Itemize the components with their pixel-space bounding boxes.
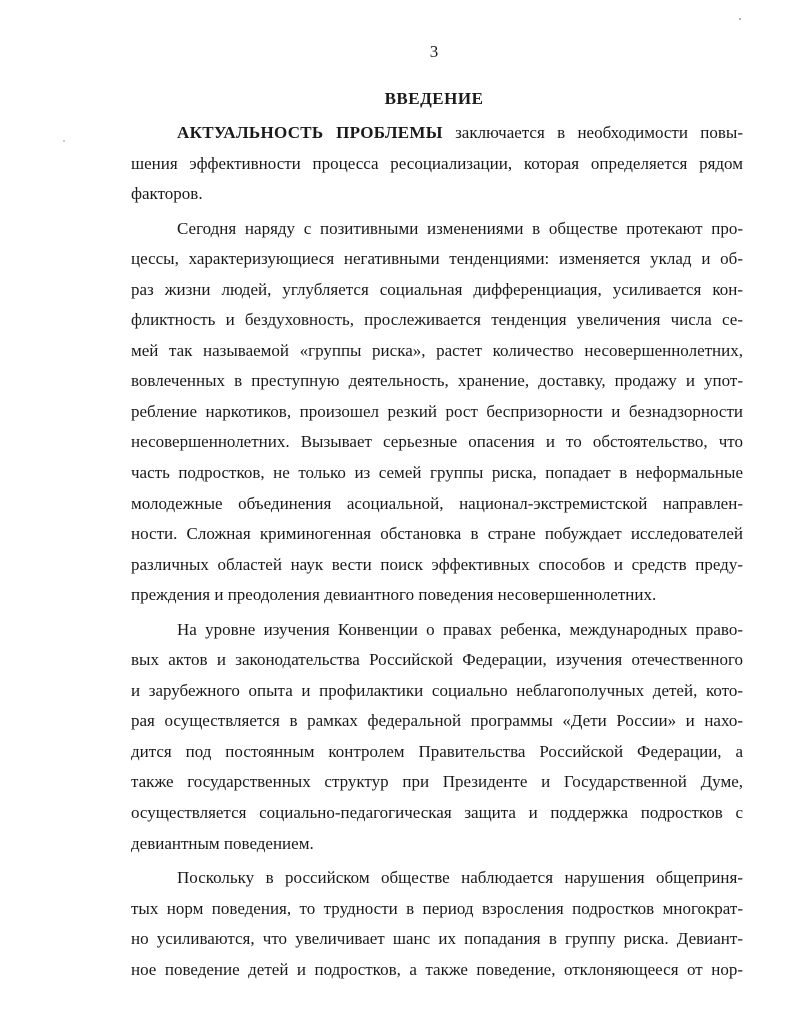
paragraph-line: также государственных структур при Президенте и Государственной Думе, xyxy=(131,772,743,792)
paragraph-line: Сегодня наряду с позитивными изменениями в обществе протекают про- xyxy=(177,218,743,238)
paragraph-line: ное поведение детей и подростков, а также поведение, отклоняющееся от нор- xyxy=(131,959,743,979)
paragraph-line: цессы, характеризующиеся негативными тенденциями: изменяется уклад и об- xyxy=(131,249,743,269)
page-number: 3 xyxy=(429,42,439,61)
paragraph-line: дится под постоянным контролем Правительства Российской Федерации, а xyxy=(131,741,743,761)
paragraph-line: молодежные объединения асоциальной, национал-экстремистской направлен- xyxy=(131,493,743,513)
paragraph-line: ности. Сложная криминогенная обстановка в стране побуждает исследователей xyxy=(131,524,743,544)
paragraph-line: раз жизни людей, углубляется социальная дифференциация, усиливается кон- xyxy=(131,279,743,299)
paragraph-line: АКТУАЛЬНОСТЬ ПРОБЛЕМЫ заключается в необходимости повы- xyxy=(177,123,743,142)
paragraph-line: но усиливаются, что увеличивает шанс их попадания в группу риска. Девиант- xyxy=(131,929,743,949)
page-heading: ВВЕДЕНИЕ xyxy=(384,89,484,108)
paragraph-line: На уровне изучения Конвенции о правах ребенка, международных право- xyxy=(177,619,743,639)
paragraph-line: и зарубежного опыта и профилактики социально неблагополучных детей, кото- xyxy=(131,680,743,700)
paragraph-line: ребление наркотиков, произошел резкий рост беспризорности и безнадзорности xyxy=(131,401,743,421)
paragraph-line: вых актов и законодательства Российской Федерации, изучения отечественного xyxy=(131,650,743,670)
paragraph-line: Поскольку в российском обществе наблюдается нарушения общеприня- xyxy=(177,868,743,888)
scan-speck xyxy=(63,140,65,142)
paragraph-line: осуществляется социально-педагогическая защита и поддержка подростков с xyxy=(131,803,743,823)
paragraph-line: вовлеченных в преступную деятельность, хранение, доставку, продажу и упот- xyxy=(131,371,743,391)
paragraph-line: часть подростков, не только из семей группы риска, попадает в неформальные xyxy=(131,463,743,483)
paragraph-line: факторов. xyxy=(131,184,203,204)
paragraph-line: несовершеннолетних. Вызывает серьезные опасения и то обстоятельство, что xyxy=(131,432,743,452)
paragraph-line: фликтность и бездуховность, прослеживается тенденция увеличения числа се- xyxy=(131,310,743,330)
paragraph-line: тых норм поведения, то трудности в период взросления подростков многократ- xyxy=(131,898,743,918)
paragraph-line: рая осуществляется в рамках федеральной программы «Дети России» и нахо- xyxy=(131,711,743,731)
paragraph-line: преждения и преодоления девиантного поведения несовершеннолетних. xyxy=(131,585,657,605)
paragraph-line: девиантным поведением. xyxy=(131,833,314,853)
paragraph-line: мей так называемой «группы риска», растет количество несовершеннолетних, xyxy=(131,340,743,360)
paragraph-lead: АКТУАЛЬНОСТЬ ПРОБЛЕМЫ xyxy=(177,123,443,142)
body-text xyxy=(131,118,743,985)
paragraph-line: шения эффективности процесса ресоциализации, которая определяется рядом xyxy=(131,153,743,173)
scan-speck xyxy=(739,18,741,20)
paragraph-line: различных областей наук вести поиск эффективных способов и средств преду- xyxy=(131,554,743,574)
